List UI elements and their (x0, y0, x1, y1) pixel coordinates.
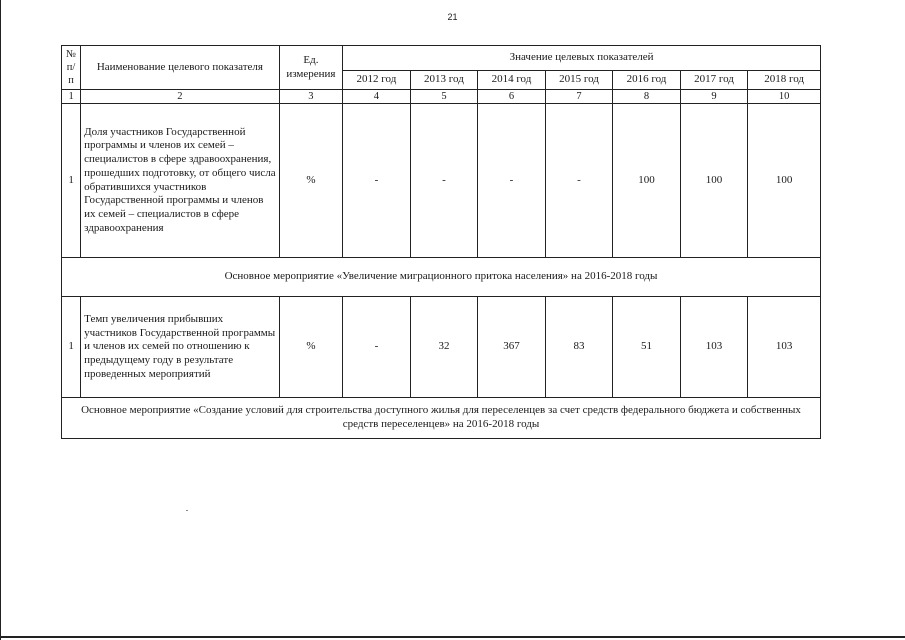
column-index: 1 (62, 90, 81, 104)
column-index-row (62, 90, 821, 104)
column-index: 3 (279, 90, 342, 104)
indicator-name: Темп увеличения прибывших участников Государственной программы и членов их семей по отношению к предыдущему году в результате проведенных мероприятий (81, 297, 280, 398)
indicator-value: - (410, 104, 478, 258)
indicator-value: 100 (748, 104, 821, 258)
page-number: 21 (447, 12, 458, 22)
row-num: 1 (62, 297, 81, 398)
indicator-value: - (343, 297, 411, 398)
column-index: 6 (478, 90, 546, 104)
column-index: 5 (410, 90, 478, 104)
header-values-group: Значение целевых показателей (343, 46, 821, 71)
header-year: 2012 год (343, 71, 411, 90)
header-row (62, 46, 821, 71)
header-name: Наименование целевого показателя (81, 46, 280, 90)
column-index: 4 (343, 90, 411, 104)
scan-left-edge (0, 0, 1, 640)
indicator-value: 100 (680, 104, 748, 258)
table-row (62, 104, 821, 258)
column-index: 9 (680, 90, 748, 104)
table-row (62, 297, 821, 398)
scan-bottom-edge (0, 636, 905, 638)
section-title: Основное мероприятие «Увеличение миграционного притока населения» на 2016-2018 годы (62, 258, 821, 297)
section-row (62, 258, 821, 297)
indicator-name: Доля участников Государственной программы и членов их семей – специалистов в сфере здравоохранения, прошедших подготовку, от общего числа обратившихся участников Государственной программы и членов их семей – специалистов в сфере здравоохранения (81, 104, 280, 258)
indicator-value: - (478, 104, 546, 258)
indicator-value: - (343, 104, 411, 258)
indicator-value: 100 (613, 104, 681, 258)
column-index: 7 (545, 90, 613, 104)
header-year: 2017 год (680, 71, 748, 90)
indicators-table (61, 45, 821, 439)
header-year: 2013 год (410, 71, 478, 90)
header-unit: Ед. измерения (279, 46, 342, 90)
indicator-value: - (545, 104, 613, 258)
indicator-value: 83 (545, 297, 613, 398)
indicator-value: 103 (680, 297, 748, 398)
indicator-value: 32 (410, 297, 478, 398)
column-index: 2 (81, 90, 280, 104)
indicator-value: 367 (478, 297, 546, 398)
scan-speck (186, 510, 188, 511)
header-num: № п/п (62, 46, 81, 90)
indicator-value: 51 (613, 297, 681, 398)
column-index: 10 (748, 90, 821, 104)
header-year: 2015 год (545, 71, 613, 90)
indicator-value: 103 (748, 297, 821, 398)
column-index: 8 (613, 90, 681, 104)
indicator-unit: % (279, 297, 342, 398)
section-row (62, 398, 821, 439)
header-year: 2016 год (613, 71, 681, 90)
header-year: 2014 год (478, 71, 546, 90)
section-title: Основное мероприятие «Создание условий для строительства доступного жилья для переселенцев за счет средств федерального бюджета и собственных средств переселенцев» на 2016-2018 годы (62, 398, 821, 439)
indicator-unit: % (279, 104, 342, 258)
header-year: 2018 год (748, 71, 821, 90)
row-num: 1 (62, 104, 81, 258)
